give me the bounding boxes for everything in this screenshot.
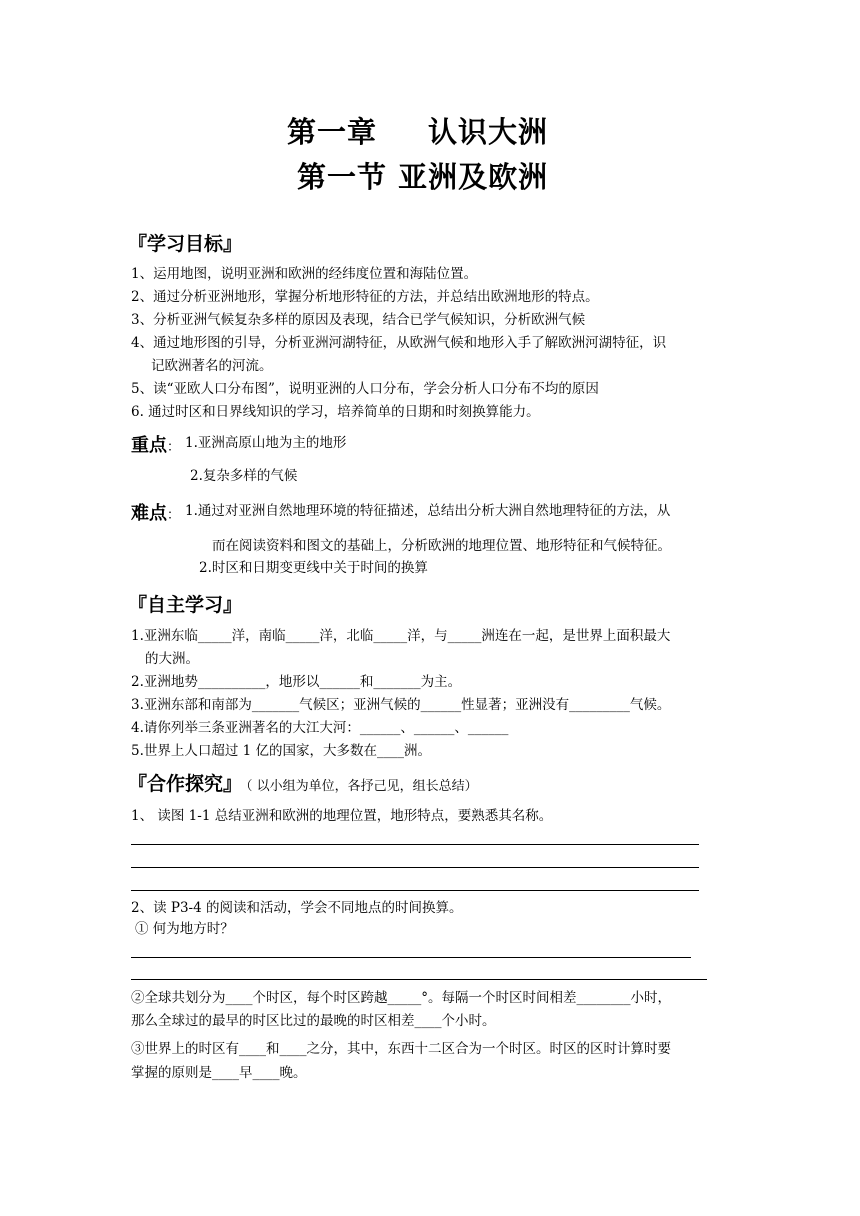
cooperation-question-2-3-cont: 掌握的原则是____早____晚。 [131, 1065, 307, 1081]
cooperation-question-2-1: ① 何为地方时？ [135, 921, 234, 937]
cooperation-heading: 『合作探究』 [128, 773, 243, 795]
cooperation-question-2-3: ③世界上的时区有____和____之分，其中，东西十二区合为一个时区。时区的区时计算时要 [131, 1041, 671, 1057]
key-points [131, 431, 180, 457]
difficult-points-colon: ： [167, 508, 181, 523]
objective-item: 4、通过地形图的引导，分析亚洲河湖特征，从欧洲气候和地形入手了解欧洲河湖特征，识 [131, 335, 667, 351]
section-title: 第一节 亚洲及欧洲 [297, 160, 549, 194]
objective-item: 1、运用地图，说明亚洲和欧洲的经纬度位置和海陆位置。 [131, 266, 478, 282]
cooperation-header [128, 769, 478, 796]
self-study-item: 的大洲。 [145, 651, 199, 667]
objective-item: 3、分析亚洲气候复杂多样的原因及表现，结合已学气候知识，分析欧洲气候 [131, 312, 586, 328]
key-points-label: 重点 [131, 435, 167, 456]
answer-line [131, 890, 699, 891]
difficult-point-item: 而在阅读资料和图文的基础上，分析欧洲的地理位置、地形特征和气候特征。 [212, 538, 671, 554]
objective-item: 6. 通过时区和日界线知识的学习，培养简单的日期和时刻换算能力。 [131, 404, 540, 420]
objective-item: 2、通过分析亚洲地形，掌握分析地形特征的方法，并总结出欧洲地形的特点。 [131, 289, 599, 305]
self-study-heading: 『自主学习』 [128, 594, 243, 616]
difficult-point-item: 1.通过对亚洲自然地理环境的特征描述，总结出分析大洲自然地理特征的方法，从 [185, 503, 671, 519]
cooperation-question-2: 2、读 P3-4 的阅读和活动，学会不同地点的时间换算。 [131, 900, 463, 916]
difficult-points [131, 499, 180, 525]
answer-line [131, 979, 707, 980]
cooperation-question-2-2-cont: 那么全球过的最早的时区比过的最晚的时区相差____个小时。 [131, 1013, 496, 1029]
key-point-item: 1.亚洲高原山地为主的地形 [185, 435, 347, 451]
answer-line [131, 867, 699, 868]
cooperation-question-2-2: ②全球共划分为____个时区，每个时区跨越_____°。每隔一个时区时间相差________小时， [131, 990, 671, 1006]
self-study-item: 1.亚洲东临_____洋，南临_____洋，北临_____洋，与_____洲连在一起，是世界上面积最大 [131, 628, 671, 644]
difficult-points-label: 难点 [131, 503, 167, 524]
self-study-item: 5.世界上人口超过 1 亿的国家，大多数在____洲。 [131, 743, 432, 759]
self-study-item: 3.亚洲东部和南部为_______气候区；亚洲气候的______性显著；亚洲没有_________气候。 [131, 697, 671, 713]
cooperation-note: （ 以小组为单位，各抒己见，组长总结） [246, 779, 478, 794]
cooperation-question-1: 1、 读图 1-1 总结亚洲和欧洲的地理位置，地形特点，要熟悉其名称。 [131, 808, 553, 824]
key-point-item: 2.复杂多样的气候 [190, 468, 298, 484]
answer-line [131, 844, 699, 845]
key-points-colon: ： [167, 440, 181, 455]
chapter-number: 第一章 [287, 115, 378, 149]
chapter-title: 认识大洲 [428, 115, 549, 149]
self-study-item: 4.请你列举三条亚洲著名的大江大河：______、______、______ [131, 720, 509, 736]
objective-item: 5、读“亚欧人口分布图”，说明亚洲的人口分布，学会分析人口分布不均的原因 [131, 381, 599, 397]
objectives-heading: 『学习目标』 [128, 233, 243, 255]
objective-item: 记欧洲著名的河流。 [151, 358, 273, 374]
difficult-point-item: 2.时区和日期变更线中关于时间的换算 [199, 560, 428, 576]
self-study-item: 2.亚洲地势__________，地形以______和_______为主。 [131, 674, 462, 690]
answer-line [131, 957, 691, 958]
